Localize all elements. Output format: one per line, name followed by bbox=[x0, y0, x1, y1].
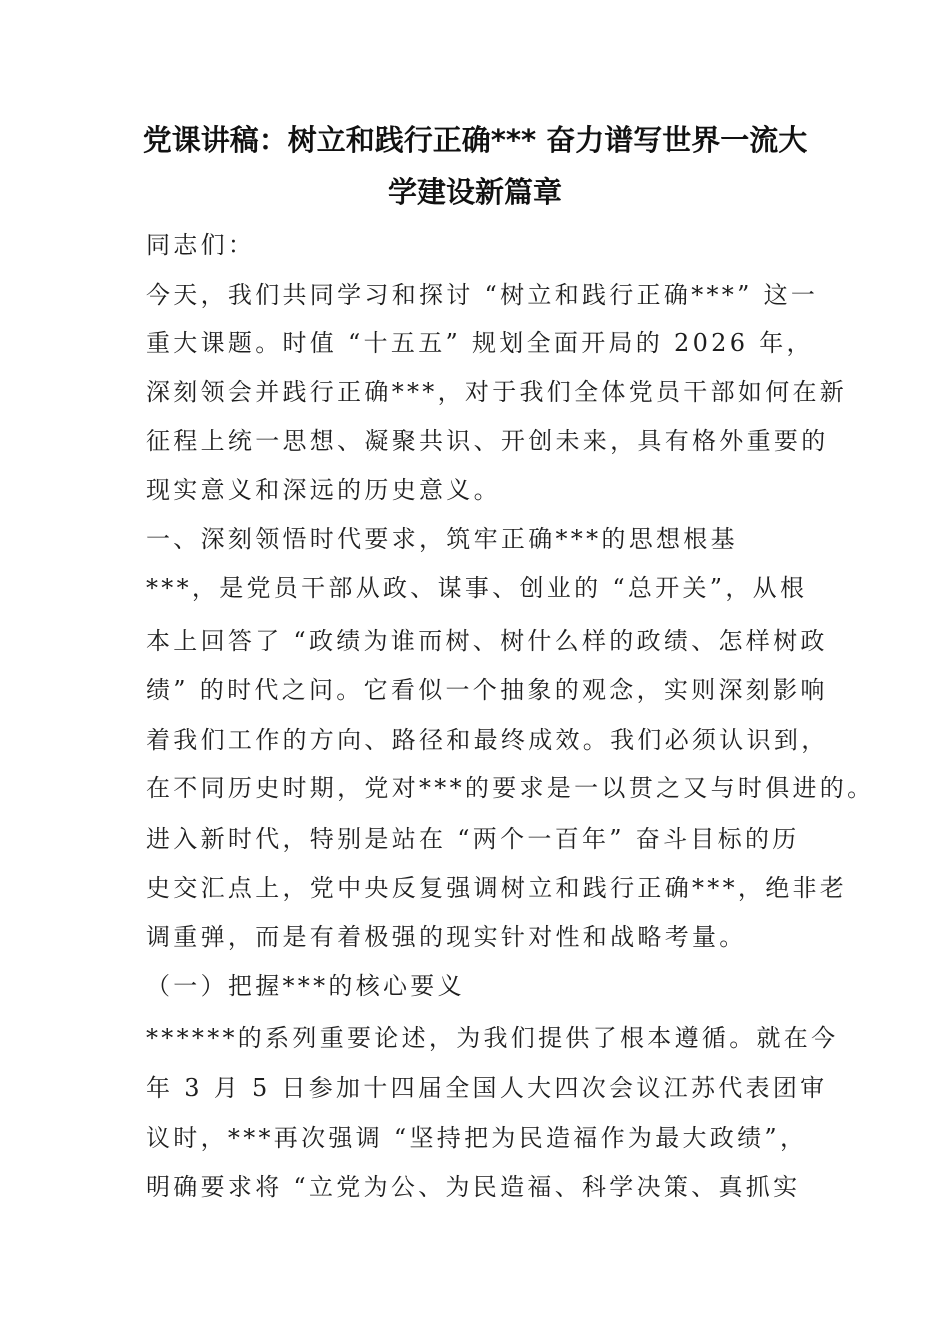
paragraph-line: 绩” 的时代之问。它看似一个抽象的观念，实则深刻影响 bbox=[146, 676, 828, 704]
paragraph-line: ***，是党员干部从政、谋事、创业的 “总开关”，从根 bbox=[146, 574, 808, 602]
salutation: 同志们： bbox=[146, 231, 256, 259]
paragraph-line: 深刻领会并践行正确***，对于我们全体党员干部如何在新 bbox=[146, 378, 848, 406]
section-heading: 一、深刻领悟时代要求，筑牢正确***的思想根基 bbox=[146, 525, 738, 553]
paragraph-line: 本上回答了 “政绩为谁而树、树什么样的政绩、怎样树政 bbox=[146, 627, 828, 655]
paragraph-line: 现实意义和深远的历史意义。 bbox=[146, 476, 501, 504]
paragraph-line: 议时，***再次强调 “坚持把为民造福作为最大政绩”， bbox=[146, 1124, 808, 1152]
document-title-line-2: 学建设新篇章 bbox=[387, 175, 562, 209]
paragraph-line: 今天，我们共同学习和探讨 “树立和践行正确***” 这一 bbox=[146, 281, 819, 309]
paragraph-line: 在不同历史时期，党对***的要求是一以贯之又与时俱进的。 bbox=[146, 774, 875, 802]
paragraph-line: 调重弹，而是有着极强的现实针对性和战略考量。 bbox=[146, 923, 747, 951]
paragraph-line: 明确要求将 “立党为公、为民造福、科学决策、真抓实 bbox=[146, 1173, 801, 1201]
paragraph-line: 着我们工作的方向、路径和最终成效。我们必须认识到， bbox=[146, 726, 829, 754]
paragraph-line: ******的系列重要论述，为我们提供了根本遵循。就在今 bbox=[146, 1024, 839, 1052]
paragraph-line: 史交汇点上，党中央反复强调树立和践行正确***，绝非老 bbox=[146, 874, 848, 902]
paragraph-line: 进入新时代，特别是站在 “两个一百年” 奋斗目标的历 bbox=[146, 825, 800, 853]
document-title-line-1: 党课讲稿：树立和践行正确*** 奋力谱写世界一流大 bbox=[142, 123, 808, 157]
subsection-heading: （一）把握***的核心要义 bbox=[146, 972, 465, 1000]
paragraph-line: 年 3 月 5 日参加十四届全国人大四次会议江苏代表团审 bbox=[146, 1074, 828, 1102]
paragraph-line: 重大课题。时值 “十五五” 规划全面开局的 2026 年， bbox=[146, 329, 814, 357]
paragraph-line: 征程上统一思想、凝聚共识、开创未来，具有格外重要的 bbox=[146, 427, 829, 455]
